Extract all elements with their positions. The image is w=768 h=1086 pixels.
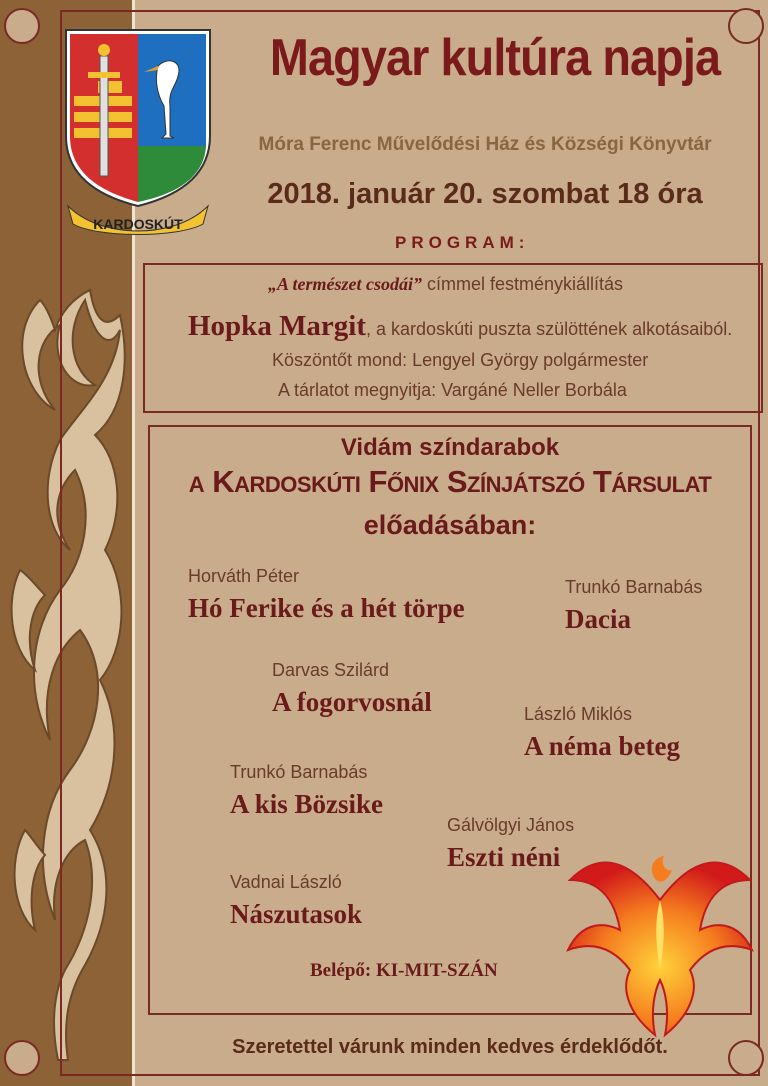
play-item <box>565 577 702 635</box>
play-title: A néma beteg <box>524 731 680 761</box>
play-author: Darvas Szilárd <box>272 660 390 680</box>
play-author: Gálvölgyi János <box>447 815 575 835</box>
play-title: A fogorvosnál <box>272 687 432 717</box>
play-title: Nászutasok <box>230 899 363 929</box>
exhibition-line2-rest: , a kardoskúti puszta szülöttének alkotásaiból. <box>366 319 733 339</box>
poster-title: Magyar kultúra napja <box>269 29 721 87</box>
event-date: 2018. január 20. szombat 18 óra <box>267 178 703 210</box>
troupe-heading: Vidám színdarabok <box>340 434 560 461</box>
coat-of-arms-icon <box>58 26 218 242</box>
exhibition-line2 <box>188 310 732 343</box>
exhibition-line1-rest: címmel festménykiállítás <box>422 274 624 294</box>
play-item <box>524 704 680 762</box>
venue-name: Móra Ferenc Művelődési Ház és Községi Könyvtár <box>258 134 712 155</box>
artist-name: Hopka Margit <box>188 310 367 342</box>
crest-ribbon-text: KARDOSKÚT <box>93 216 183 232</box>
troupe-name: a Kardoskúti Főnix Színjátszó Társulat <box>188 464 712 499</box>
play-item <box>230 872 362 930</box>
play-author: Trunkó Barnabás <box>565 577 703 597</box>
exhibition-quote: „A természet csodái” <box>268 274 422 294</box>
play-title: A kis Bözsike <box>230 789 384 819</box>
entry-fee: Belépő: KI-MIT-SZÁN <box>310 960 498 981</box>
play-author: László Miklós <box>524 704 633 724</box>
play-author: Horváth Péter <box>188 566 300 586</box>
exhibition-line1 <box>268 274 623 295</box>
play-author: Trunkó Barnabás <box>230 762 368 782</box>
play-item <box>447 815 574 873</box>
frame-corner-bottom-left <box>4 1040 40 1076</box>
play-title: Dacia <box>565 604 631 634</box>
play-item <box>188 566 465 624</box>
phoenix-icon <box>560 840 760 1040</box>
program-label: PROGRAM: <box>395 233 530 252</box>
footer-invitation: Szeretettel várunk minden kedves érdeklődőt. <box>232 1036 668 1058</box>
play-item <box>230 762 383 820</box>
play-author: Vadnai László <box>230 872 342 892</box>
exhibition-greeting: Köszöntőt mond: Lengyel György polgármester <box>272 350 649 370</box>
play-title: Eszti néni <box>447 842 561 872</box>
play-item <box>272 660 432 718</box>
troupe-subheading: előadásában: <box>363 510 537 540</box>
play-title: Hó Ferike és a hét törpe <box>188 593 465 623</box>
frame-corner-top-left <box>4 8 40 44</box>
exhibition-opening: A tárlatot megnyitja: Vargáné Neller Borbála <box>278 380 627 400</box>
